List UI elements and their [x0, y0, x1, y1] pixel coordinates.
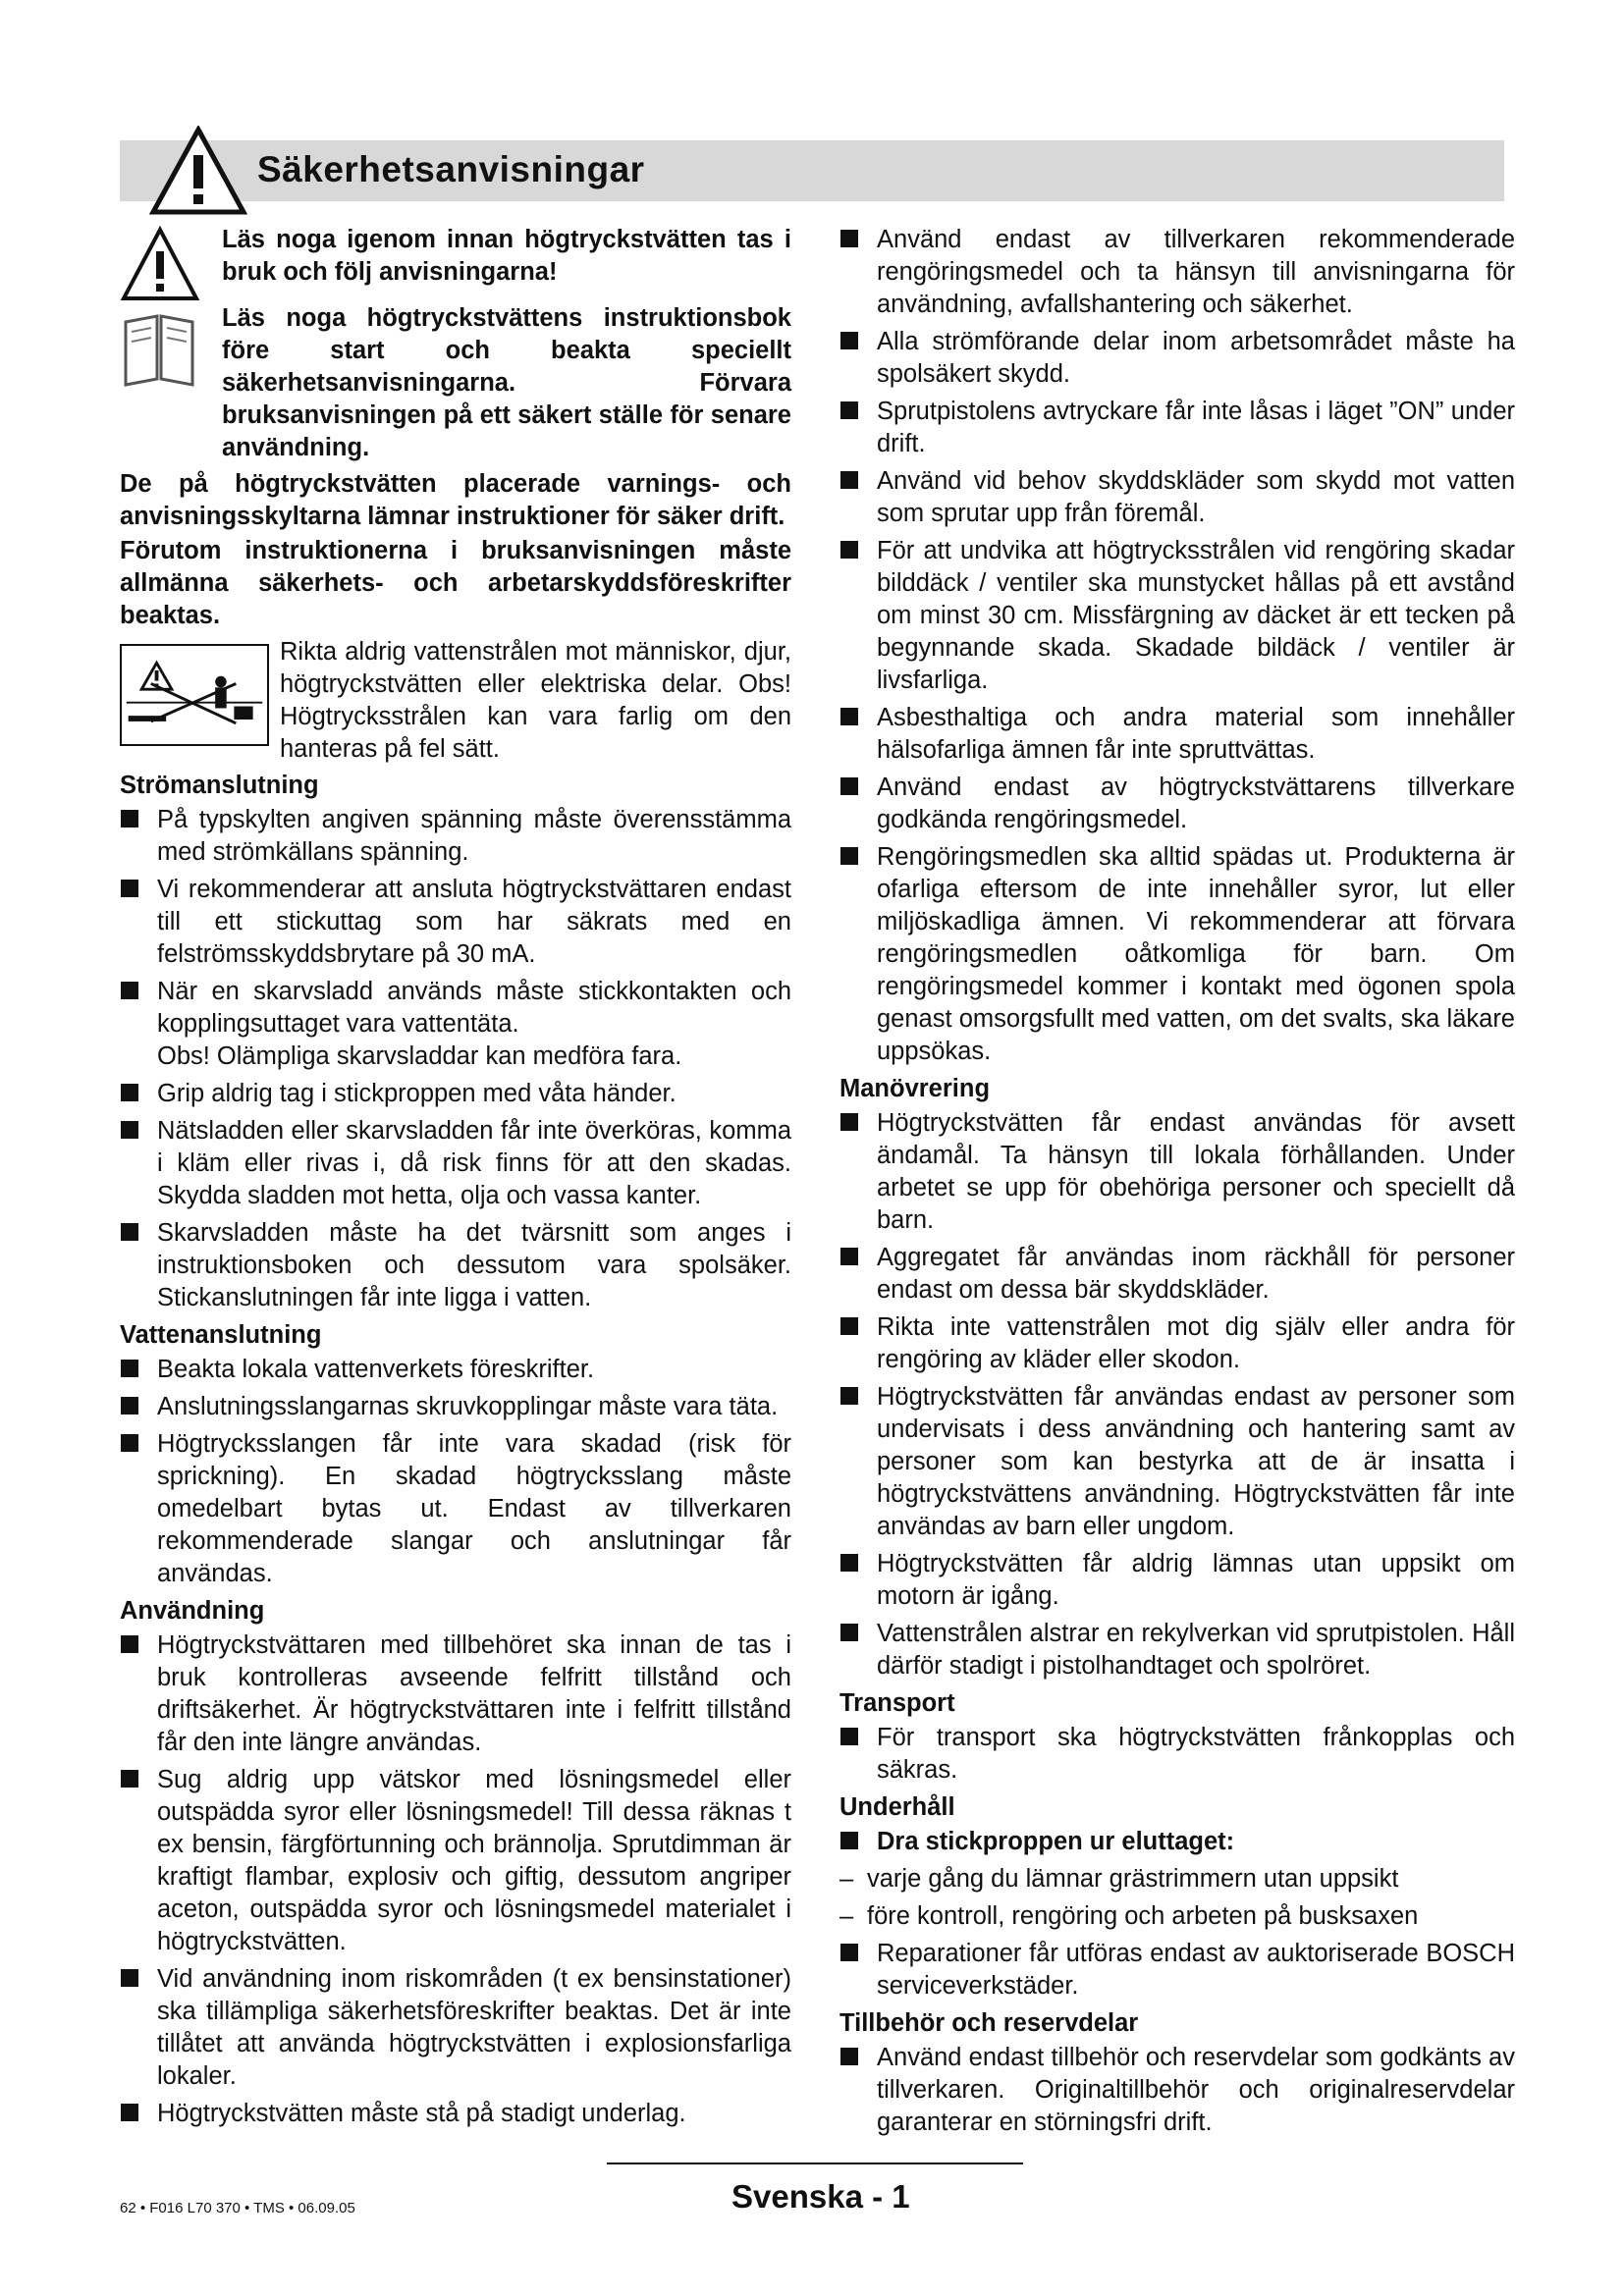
list-item: Högtryckstvätten får användas endast av personer som undervisats i dess användning och hantering samt av personer som kan bestyrka att de är insatta i högtryckstvättens användning. Högtryckstvätten får inte användas av barn eller ungdom. [839, 1381, 1515, 1543]
water-jet-warning-icon [120, 644, 269, 746]
list-item: Använd vid behov skyddskläder som skydd mot vatten som sprutar upp från föremål. [839, 465, 1515, 530]
intro-paragraph-1: De på högtryckstvätten placerade varnings- och anvisningsskyltarna lämnar instruktioner för säker drift. [120, 470, 791, 530]
water-jet-warning [120, 636, 791, 766]
list-item: Alla strömförande delar inom arbetsområdet måste ha spolsäkert skydd. [839, 326, 1515, 391]
page-title: Säkerhetsanvisningar [257, 149, 645, 189]
list-item: Högtryckstvätten får endast användas för avsett ändamål. Ta hänsyn till lokala förhållanden. Under arbetet se upp för obehöriga personer och speciellt då barn. [839, 1107, 1515, 1237]
footer-document-code: 62 • F016 L70 370 • TMS • 06.09.05 [120, 2200, 355, 2216]
list-item: Vid användning inom riskområden (t ex bensinstationer) ska tillämpliga säkerhetsföreskrifter beaktas. Det är inte tillåtet att använda högtryckstvätten i explosionsfarliga lokaler. [120, 1963, 791, 2093]
list-item: Vattenstrålen alstrar en rekylverkan vid sprutpistolen. Håll därför stadigt i pistolhandtaget och spolröret. [839, 1618, 1515, 1682]
footer-page-label: Svenska - 1 [731, 2178, 910, 2215]
section-heading-vattenanslutning: Vattenanslutning [120, 1321, 322, 1349]
warning-triangle-icon [120, 226, 200, 304]
section-heading-tillbehor: Tillbehör och reservdelar [839, 2009, 1139, 2037]
dash-item: – varje gång du lämnar grästrimmern utan uppsikt [839, 1865, 1399, 1893]
list-item: Vi rekommenderar att ansluta högtryckstvättaren endast till ett stickuttag som har säkrats med en felströmsskyddsbrytare på 30 mA. [120, 874, 791, 971]
list-item: Använd endast tillbehör och reservdelar som godkänts av tillverkaren. Originaltillbehör och originalreservdelar garanterar en störningsfri drift. [839, 2042, 1515, 2139]
section-heading-manovrering: Manövrering [839, 1075, 991, 1102]
list-item: Reparationer får utföras endast av auktoriserade BOSCH serviceverkstäder. [839, 1938, 1515, 2002]
footer-divider [607, 2163, 1023, 2164]
intro-text-1: Läs noga igenom innan högtryckstvätten tas i bruk och följ anvisningarna! [222, 226, 791, 286]
warning-text: Rikta aldrig vattenstrålen mot människor, djur, högtryckstvätten eller elektriska delar. Obs! Högtrycksstrålen kan vara farlig om den hanteras på fel sätt. [280, 638, 791, 763]
warning-triangle-icon [149, 126, 247, 216]
list-item: För att undvika att högtrycksstrålen vid rengöring skadar bilddäck / ventiler ska munstycket hållas på ett avstånd om minst 30 cm. Missfärgning av däcket är ett tecken på begynnande skada. Skadade bildäck / ventiler är livsfarliga. [839, 535, 1515, 697]
intro-book [120, 302, 791, 464]
list-item: Grip aldrig tag i stickproppen med våta händer. [120, 1078, 791, 1110]
list-item: Skarvsladden måste ha det tvärsnitt som anges i instruktionsboken och dessutom vara spolsäker. Stickanslutningen får inte ligga i vatten. [120, 1217, 791, 1314]
list-item: Beakta lokala vattenverkets föreskrifter. [120, 1354, 791, 1386]
dash-item-text: före kontroll, rengöring och arbeten på busksaxen [867, 1902, 1419, 1930]
dash-item-text: varje gång du lämnar grästrimmern utan uppsikt [867, 1865, 1399, 1893]
open-book-icon [120, 308, 198, 389]
list-item: Använd endast av tillverkaren rekommenderade rengöringsmedel och ta hänsyn till anvisningarna för användning, avfallshantering och säkerhet. [839, 224, 1515, 321]
list-item: Högtryckstvättaren med tillbehöret ska innan de tas i bruk kontrolleras avseende felfritt tillstånd och driftsäkerhet. Är högtryckstvättaren inte i felfritt tillstånd får den inte längre användas. [120, 1629, 791, 1759]
list-item-bold: Dra stickproppen ur eluttaget: [839, 1826, 1515, 1858]
list-item: Rengöringsmedlen ska alltid spädas ut. Produkterna är ofarliga eftersom de inte innehåller syror, lut eller miljöskadliga ämnen. Vi rekommenderar att förvara rengöringsmedlen oåtkomliga för barn. Om rengöringsmedel kommer i kontakt med ögonen spola genast omsorgsfullt med vatten, om det svalts, ska läkare uppsökas. [839, 841, 1515, 1068]
section-heading-stromanslutning: Strömanslutning [120, 772, 319, 799]
list-item: Högtrycksslangen får inte vara skadad (risk för sprickning). En skadad högtrycksslang måste omedelbart bytas ut. Endast av tillverkaren rekommenderade slangar och anslutningar får användas. [120, 1428, 791, 1590]
list-item: Aggregatet får användas inom räckhåll för personer endast om dessa bär skyddskläder. [839, 1242, 1515, 1307]
list-item: För transport ska högtryckstvätten frånkopplas och säkras. [839, 1722, 1515, 1787]
list-item: Nätsladden eller skarvsladden får inte överköras, komma i kläm eller rivas i, då risk finns för att den skadas. Skydda sladden mot hetta, olja och vassa kanter. [120, 1115, 791, 1212]
intro-paragraph-2: Förutom instruktionerna i bruksanvisningen måste allmänna säkerhets- och arbetarskyddsföreskrifter beaktas. [120, 537, 791, 629]
list-item: På typskylten angiven spänning måste överensstämma med strömkällans spänning. [120, 804, 791, 869]
list-item: Rikta inte vattenstrålen mot dig själv eller andra för rengöring av kläder eller skodon. [839, 1311, 1515, 1376]
section-heading-anvandning: Användning [120, 1597, 265, 1625]
list-item: När en skarvsladd används måste stickkontakten och kopplingsuttaget vara vattentäta. [120, 976, 791, 1041]
intro-warning [120, 224, 791, 289]
intro-text-2: Läs noga högtryckstvättens instruktionsbok före start och beakta speciellt säkerhetsanvisningarna. Förvara bruksanvisningen på ett säkert ställe för senare användning. [222, 304, 791, 461]
list-item: Sprutpistolens avtryckare får inte låsas i läget ”ON” under drift. [839, 396, 1515, 460]
list-item: Använd endast av högtryckstvättarens tillverkare godkända rengöringsmedel. [839, 772, 1515, 836]
list-item: Anslutningsslangarnas skruvkopplingar måste vara täta. [120, 1391, 791, 1423]
list-item: Sug aldrig upp vätskor med lösningsmedel eller outspädda syror eller lösningsmedel! Till dessa räknas t ex bensin, färgförtunning och brännolja. Sprutdimman är kraftigt flambar, explosiv och giftig, dessutom angriper aceton, outspädda syror och lösningsmedel materialet i högtryckstvätten. [120, 1764, 791, 1958]
note-text: Obs! Olämpliga skarvsladdar kan medföra fara. [157, 1042, 682, 1070]
section-heading-underhall: Underhåll [839, 1793, 955, 1821]
left-column [120, 224, 791, 2135]
list-item: Högtryckstvätten måste stå på stadigt underlag. [120, 2098, 791, 2130]
right-column [839, 224, 1515, 2144]
list-item: Högtryckstvätten får aldrig lämnas utan uppsikt om motorn är igång. [839, 1548, 1515, 1613]
dash-item: – före kontroll, rengöring och arbeten på busksaxen [839, 1902, 1419, 1930]
section-heading-transport: Transport [839, 1689, 955, 1717]
list-item: Asbesthaltiga och andra material som innehåller hälsofarliga ämnen får inte spruttvättas. [839, 702, 1515, 767]
